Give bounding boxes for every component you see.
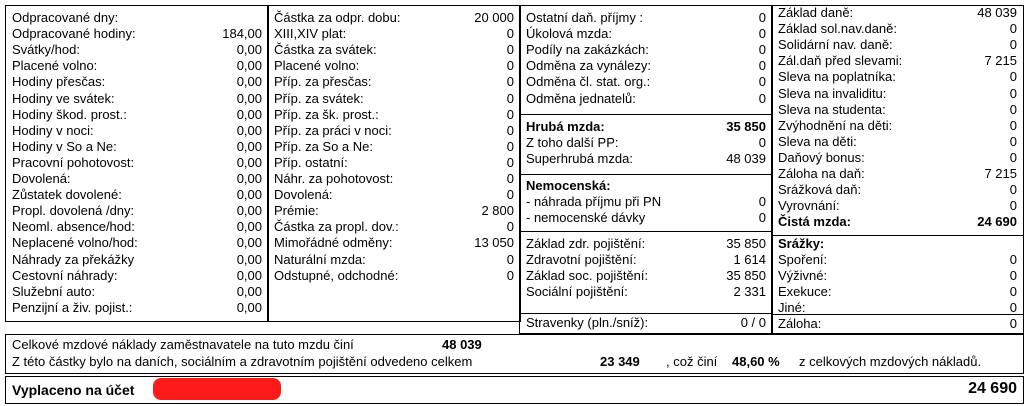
tax-net-column bbox=[771, 5, 1024, 334]
row-value: 0 bbox=[758, 58, 766, 74]
row-value: 184,00 bbox=[222, 26, 262, 42]
row-value: 0 bbox=[506, 154, 514, 170]
row-label: Částka za odpr. dobu: bbox=[274, 10, 401, 25]
row-label: Solidární nav. daně: bbox=[778, 37, 893, 53]
deductions-text: Z této částky bylo na daních, sociálním a zdravotním pojištění odvedeno celkem bbox=[12, 354, 473, 369]
tax-row bbox=[772, 53, 1023, 69]
row-value: 0,00 bbox=[236, 58, 262, 74]
employer-cost-text: Celkové mzdové náklady zaměstnavatele na tuto mzdu činí bbox=[12, 337, 354, 352]
gross-row bbox=[520, 151, 772, 167]
tax-row bbox=[772, 198, 1023, 214]
row-label: Základ daně: bbox=[778, 5, 854, 20]
row-value: 0 bbox=[1009, 101, 1017, 117]
hours-row bbox=[6, 252, 268, 268]
wage-row bbox=[268, 235, 520, 251]
row-value: 0 bbox=[506, 74, 514, 90]
wage-row bbox=[268, 187, 520, 203]
tax-row bbox=[772, 214, 1023, 230]
row-label: Příp. za So a Ne: bbox=[274, 138, 373, 154]
row-label: Čistá mzda: bbox=[778, 214, 851, 230]
wage-row bbox=[268, 252, 520, 268]
insurance-row bbox=[520, 236, 772, 252]
row-label: Placené volno: bbox=[274, 58, 360, 74]
row-value: 0 bbox=[506, 106, 514, 122]
gross-row bbox=[520, 119, 772, 135]
row-label: Superhrubá mzda: bbox=[526, 151, 633, 167]
divider bbox=[520, 114, 772, 115]
row-label: Penzijní a živ. pojist.: bbox=[12, 299, 133, 315]
row-value: 0 bbox=[1009, 268, 1017, 284]
row-value: 0,00 bbox=[236, 90, 262, 106]
row-value: 0 bbox=[506, 187, 514, 203]
hours-row bbox=[6, 171, 268, 187]
hours-row bbox=[6, 268, 268, 284]
tax-row bbox=[772, 118, 1023, 134]
deductions-percent: 48,60 % bbox=[732, 354, 780, 369]
row-value: 0 bbox=[506, 219, 514, 235]
row-value: 48 039 bbox=[726, 151, 766, 167]
row-value: 7 215 bbox=[984, 166, 1017, 181]
row-label: Hodiny ve svátek: bbox=[12, 90, 115, 106]
row-label: Jiné: bbox=[778, 300, 806, 316]
row-value: 35 850 bbox=[726, 236, 766, 251]
sick-title bbox=[520, 178, 772, 194]
hours-row bbox=[6, 26, 268, 42]
row-value: 0,00 bbox=[236, 267, 262, 283]
wage-row bbox=[268, 203, 520, 219]
payout-label: Vyplaceno na účet bbox=[12, 382, 135, 398]
row-label: Odměna za vynálezy: bbox=[526, 58, 652, 74]
row-label: Částka za propl. dov.: bbox=[274, 219, 399, 235]
row-value: 0,00 bbox=[236, 171, 262, 186]
row-label: Pracovní pohotovost: bbox=[12, 154, 135, 170]
payout-value: 24 690 bbox=[968, 380, 1017, 397]
row-label: Sleva na studenta: bbox=[778, 101, 886, 117]
row-value: 0,00 bbox=[236, 138, 262, 154]
row-label: Naturální mzda: bbox=[274, 251, 366, 267]
row-label: Zvýhodnění na děti: bbox=[778, 117, 893, 133]
row-label: Částka za svátek: bbox=[274, 42, 377, 58]
row-value: 0 bbox=[758, 74, 766, 90]
tax-row bbox=[772, 182, 1023, 198]
row-label: Základ zdr. pojištění: bbox=[526, 236, 646, 251]
row-label: Sleva na děti: bbox=[778, 133, 857, 149]
row-value: 0 bbox=[1009, 117, 1017, 133]
vouchers-row bbox=[520, 315, 772, 331]
row-label: Příp. ostatní: bbox=[274, 154, 348, 170]
row-value: 0,00 bbox=[236, 42, 262, 58]
row-value: 24 690 bbox=[977, 214, 1017, 230]
row-label: Neplacené volno/hod: bbox=[12, 235, 138, 251]
row-label: Sleva na invaliditu: bbox=[778, 85, 887, 101]
row-value: 0 bbox=[1009, 284, 1017, 300]
row-label: Sleva na poplatníka: bbox=[778, 69, 896, 85]
row-value: 0,00 bbox=[236, 283, 262, 299]
wage-row bbox=[268, 139, 520, 155]
hours-row bbox=[6, 58, 268, 74]
row-label: Základ sol.nav.daně: bbox=[778, 21, 897, 37]
row-label: Hodiny v noci: bbox=[12, 122, 94, 138]
row-label: Záloha na daň: bbox=[778, 166, 865, 181]
insurance-row bbox=[520, 252, 772, 268]
row-value: 0 bbox=[1009, 149, 1017, 165]
row-label: Z toho další PP: bbox=[526, 135, 619, 151]
hours-row bbox=[6, 219, 268, 235]
row-label: Záloha: bbox=[778, 316, 822, 331]
deductions-mid-text: , což činí bbox=[666, 354, 718, 369]
row-value: 0 bbox=[1009, 316, 1017, 331]
hours-row bbox=[6, 139, 268, 155]
row-value: 0 bbox=[758, 10, 766, 25]
row-value: 0 bbox=[1009, 21, 1017, 37]
divider bbox=[772, 314, 1023, 315]
row-label: Srážková daň: bbox=[778, 182, 862, 198]
insurance-row bbox=[520, 284, 772, 300]
deduction-row bbox=[772, 316, 1023, 332]
row-label: Zdravotní pojištění: bbox=[526, 252, 637, 268]
row-value: 0 bbox=[506, 42, 514, 58]
tax-row bbox=[772, 166, 1023, 182]
row-value: 0,00 bbox=[236, 122, 262, 138]
row-label: Odpracované hodiny: bbox=[12, 26, 136, 42]
row-label: Neoml. absence/hod: bbox=[12, 219, 135, 235]
row-value: 0,00 bbox=[236, 187, 262, 203]
tax-row bbox=[772, 5, 1023, 21]
hours-row bbox=[6, 91, 268, 107]
row-value: 0 bbox=[506, 58, 514, 74]
row-value: 0 bbox=[506, 267, 514, 283]
row-label: Hrubá mzda: bbox=[526, 119, 605, 134]
hours-row bbox=[6, 203, 268, 219]
row-label: Náhr. za pohotovost: bbox=[274, 171, 394, 186]
row-value: 0 bbox=[1009, 37, 1017, 53]
row-value: 0 bbox=[1009, 300, 1017, 316]
row-value: 0,00 bbox=[236, 106, 262, 122]
tax-row bbox=[772, 150, 1023, 166]
row-label: Odpracované dny: bbox=[12, 10, 119, 25]
divider bbox=[520, 231, 772, 232]
wage-row bbox=[268, 268, 520, 284]
row-label: Hodiny přesčas: bbox=[12, 74, 106, 90]
row-label: Příp. za práci v noci: bbox=[274, 122, 392, 138]
row-label: Stravenky (pln./sníž): bbox=[526, 315, 649, 330]
row-value: 0 bbox=[758, 26, 766, 42]
wage-row bbox=[268, 58, 520, 74]
row-value: 0,00 bbox=[236, 299, 262, 315]
row-value: 35 850 bbox=[726, 119, 766, 134]
payout-box bbox=[5, 376, 1024, 404]
row-value: 0 bbox=[1009, 252, 1017, 267]
row-label: - nemocenské dávky bbox=[526, 210, 646, 226]
other-income-row bbox=[520, 74, 772, 90]
row-label: Náhrady za překážky bbox=[12, 251, 135, 267]
deductions-title-text: Srážky: bbox=[778, 236, 825, 251]
row-value: 0 bbox=[1009, 133, 1017, 149]
hours-row bbox=[6, 42, 268, 58]
hours-row bbox=[6, 284, 268, 300]
row-value: 0 / 0 bbox=[740, 315, 766, 330]
row-value: 0 bbox=[758, 90, 766, 106]
row-label: Základ soc. pojištění: bbox=[526, 268, 649, 284]
row-label: Zál.daň před slevami: bbox=[778, 53, 903, 69]
row-value: 0,00 bbox=[236, 235, 262, 251]
summary-box bbox=[5, 334, 1024, 374]
wage-row bbox=[268, 10, 520, 26]
row-value: 0 bbox=[506, 122, 514, 138]
deduction-row bbox=[772, 268, 1023, 284]
row-value: 0 bbox=[506, 26, 514, 42]
row-label: Odstupné, odchodné: bbox=[274, 267, 399, 283]
row-label: Exekuce: bbox=[778, 284, 832, 300]
deductions-tail-text: z celkových mzdových nákladů. bbox=[799, 354, 982, 369]
hours-row bbox=[6, 10, 268, 26]
sick-title-text: Nemocenská: bbox=[526, 178, 611, 193]
row-label: Úkolová mzda: bbox=[526, 26, 612, 42]
row-value: 2 800 bbox=[481, 203, 514, 219]
row-label: Dovolená: bbox=[274, 187, 333, 203]
row-label: Příp. za přesčas: bbox=[274, 74, 372, 90]
insurance-row bbox=[520, 268, 772, 284]
row-label: Vyrovnání: bbox=[778, 198, 840, 214]
row-value: 0 bbox=[758, 210, 766, 226]
divider bbox=[520, 313, 772, 314]
hours-row bbox=[6, 187, 268, 203]
row-value: 0 bbox=[506, 171, 514, 186]
hours-row bbox=[6, 235, 268, 251]
work-hours-column bbox=[5, 5, 269, 322]
row-value: 0 bbox=[758, 42, 766, 58]
row-value: 0 bbox=[1009, 69, 1017, 85]
row-label: Podíly na zakázkách: bbox=[526, 42, 649, 58]
wage-row bbox=[268, 171, 520, 187]
row-label: Příp. za svátek: bbox=[274, 90, 364, 106]
tax-row bbox=[772, 134, 1023, 150]
row-label: Příp. za šk. prost.: bbox=[274, 106, 379, 122]
tax-row bbox=[772, 102, 1023, 118]
row-label: Propl. dovolená /dny: bbox=[12, 203, 135, 219]
gross-row bbox=[520, 135, 772, 151]
row-value: 0,00 bbox=[236, 74, 262, 90]
hours-row bbox=[6, 107, 268, 123]
row-label: Zůstatek dovolené: bbox=[12, 187, 122, 203]
row-value: 0 bbox=[1009, 85, 1017, 101]
deductions-value: 23 349 bbox=[600, 354, 640, 369]
wage-row bbox=[268, 107, 520, 123]
row-value: 35 850 bbox=[726, 268, 766, 284]
row-value: 0 bbox=[506, 138, 514, 154]
row-label: Hodiny škod. prost.: bbox=[12, 106, 127, 122]
row-label: Spoření: bbox=[778, 252, 828, 267]
row-value: 0,00 bbox=[236, 219, 262, 235]
row-value: 1 614 bbox=[733, 252, 766, 268]
row-value: 20 000 bbox=[474, 10, 514, 25]
row-label: Svátky/hod: bbox=[12, 42, 80, 58]
row-label: Služební auto: bbox=[12, 283, 96, 299]
row-label: - náhrada příjmu při PN bbox=[526, 194, 662, 209]
row-value: 2 331 bbox=[733, 284, 766, 300]
row-label: Sociální pojištění: bbox=[526, 284, 628, 300]
hours-row bbox=[6, 74, 268, 90]
sick-row bbox=[520, 210, 772, 226]
row-value: 0 bbox=[758, 135, 766, 151]
row-label: Prémie: bbox=[274, 203, 319, 219]
tax-row bbox=[772, 21, 1023, 37]
deduction-row bbox=[772, 252, 1023, 268]
sick-row bbox=[520, 194, 772, 210]
deduction-row bbox=[772, 284, 1023, 300]
wage-row bbox=[268, 26, 520, 42]
row-value: 0 bbox=[1009, 182, 1017, 198]
row-value: 7 215 bbox=[984, 53, 1017, 69]
row-value: 48 039 bbox=[977, 5, 1017, 20]
tax-row bbox=[772, 37, 1023, 53]
row-value: 0 bbox=[506, 251, 514, 267]
hours-row bbox=[6, 300, 268, 316]
other-income-row bbox=[520, 10, 772, 26]
other-income-row bbox=[520, 26, 772, 42]
row-value: 0,00 bbox=[236, 154, 262, 170]
deductions-title bbox=[772, 236, 1023, 252]
employer-cost-value: 48 039 bbox=[442, 337, 482, 352]
tax-row bbox=[772, 86, 1023, 102]
row-label: Výživné: bbox=[778, 268, 828, 284]
hours-row bbox=[6, 155, 268, 171]
row-value: 0,00 bbox=[236, 251, 262, 267]
row-value: 0,00 bbox=[236, 203, 262, 219]
redacted-account-number bbox=[153, 378, 281, 400]
divider bbox=[520, 174, 772, 175]
row-label: Odměna čl. stat. org.: bbox=[526, 74, 651, 90]
other-income-row bbox=[520, 58, 772, 74]
wage-row bbox=[268, 219, 520, 235]
row-label: Mimořádné odměny: bbox=[274, 235, 393, 251]
row-value: 0 bbox=[758, 194, 766, 209]
row-label: Ostatní daň. příjmy : bbox=[526, 10, 644, 25]
gross-insurance-column bbox=[519, 5, 773, 334]
tax-row bbox=[772, 69, 1023, 85]
wage-components-column bbox=[267, 5, 521, 322]
row-label: Placené volno: bbox=[12, 58, 98, 74]
row-label: XIII,XIV plat: bbox=[274, 26, 347, 42]
other-income-row bbox=[520, 91, 772, 107]
row-label: Dovolená: bbox=[12, 171, 71, 186]
row-label: Hodiny v So a Ne: bbox=[12, 138, 117, 154]
row-label: Cestovní náhrady: bbox=[12, 267, 118, 283]
row-value: 0 bbox=[1009, 198, 1017, 214]
wage-row bbox=[268, 91, 520, 107]
other-income-row bbox=[520, 42, 772, 58]
wage-row bbox=[268, 74, 520, 90]
row-label: Daňový bonus: bbox=[778, 149, 865, 165]
wage-row bbox=[268, 155, 520, 171]
row-value: 13 050 bbox=[474, 235, 514, 251]
wage-row bbox=[268, 123, 520, 139]
row-label: Odměna jednatelů: bbox=[526, 90, 636, 106]
row-value: 0 bbox=[506, 90, 514, 106]
wage-row bbox=[268, 42, 520, 58]
hours-row bbox=[6, 123, 268, 139]
